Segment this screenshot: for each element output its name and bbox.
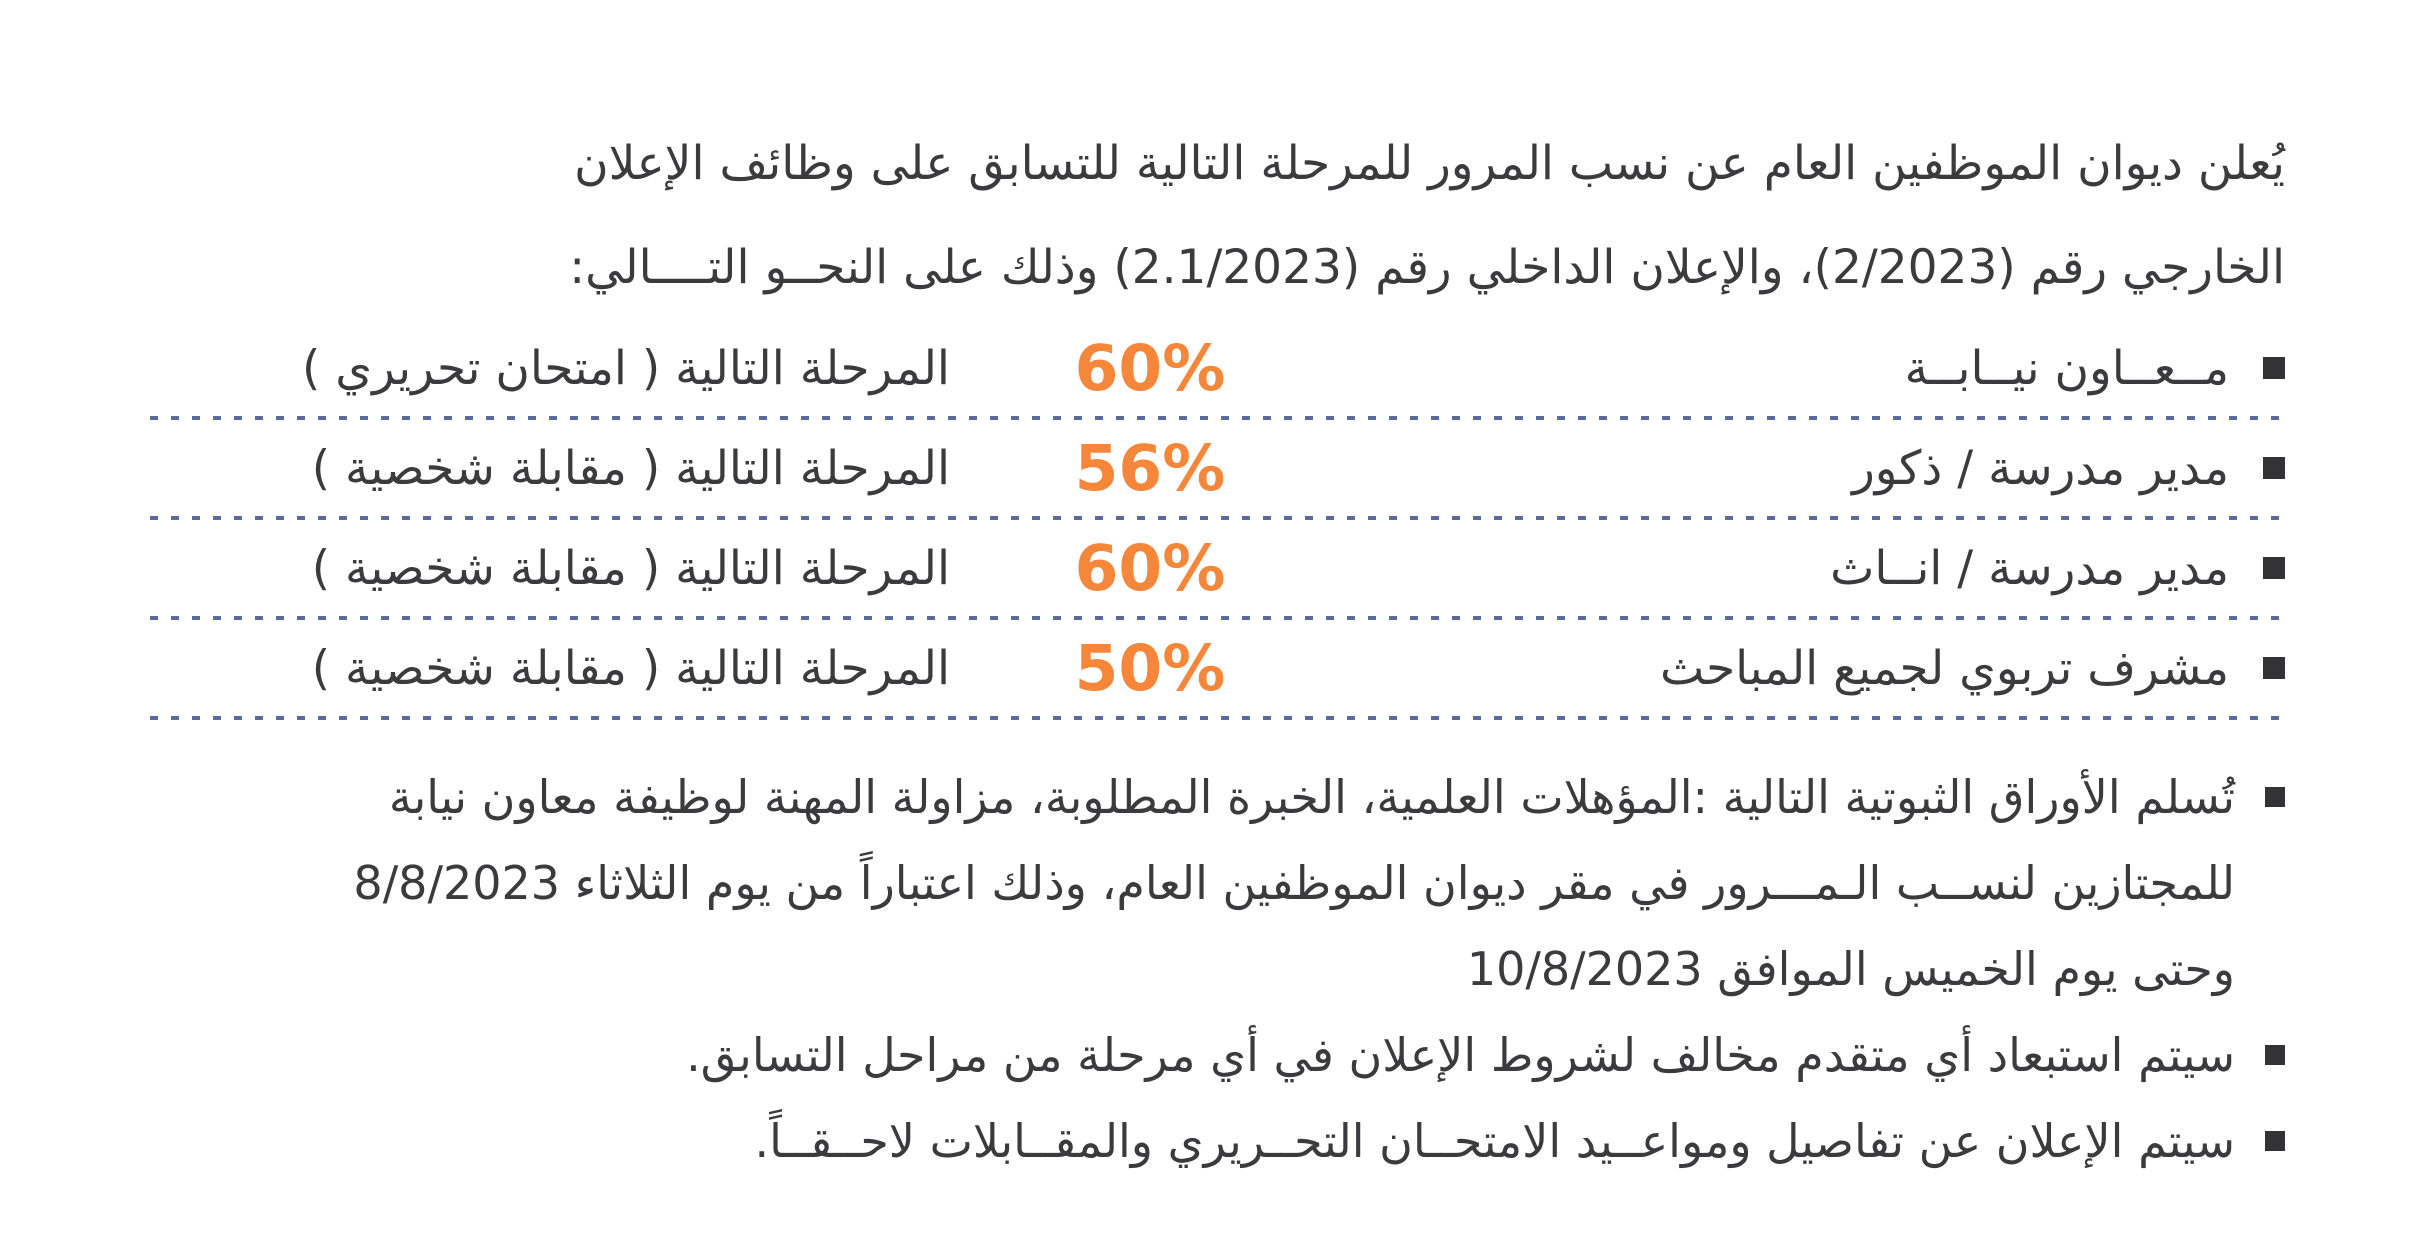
- job-title: مشرف تربوي لجميع المباحث: [1659, 640, 2229, 696]
- bullet-square-icon: [2263, 557, 2285, 579]
- next-stage: المرحلة التالية ( مقابلة شخصية ): [311, 540, 950, 596]
- pass-percentage: 50%: [1074, 631, 1226, 705]
- note-text: [150, 1098, 2235, 1184]
- job-title-cell: [1350, 341, 2285, 396]
- bullet-square-icon: [2263, 657, 2285, 679]
- job-title-cell: [1350, 441, 2285, 496]
- bullet-square-icon: [2263, 457, 2285, 479]
- note-line: سيتم استبعاد أي متقدم مخالف لشروط الإعلان في أي مرحلة من مراحل التسابق.: [686, 1028, 2235, 1082]
- announcement-header: [150, 112, 2285, 320]
- header-line-1: يُعلن ديوان الموظفين العام عن نسب المرور للمرحلة التالية للتسابق على وظائف الإعلان: [574, 136, 2285, 191]
- next-stage: المرحلة التالية ( مقابلة شخصية ): [311, 440, 950, 496]
- table-row: [150, 420, 2285, 516]
- header-line-2: الخارجي رقم (2/2023)، والإعلان الداخلي رقم (2.1/2023) وذلك على النحــو التــــالي:: [569, 240, 2285, 295]
- job-title: مدير مدرسة / انــاث: [1830, 540, 2229, 596]
- note-item: [150, 754, 2285, 1012]
- note-line: تُسلم الأوراق الثبوتية التالية :المؤهلات العلمية، الخبرة المطلوبة، مزاولة المهنة لوظيفة معاون نيابة: [388, 770, 2235, 824]
- note-line: للمجتازين لنســب الـمـــرور في مقر ديوان الموظفين العام، وذلك اعتباراً من يوم الثلاثاء 8/8/2023: [353, 856, 2235, 910]
- note-line: وحتى يوم الخميس الموافق 10/8/2023: [1466, 942, 2235, 996]
- bullet-square-icon: [2265, 1045, 2285, 1065]
- note-item: [150, 1098, 2285, 1184]
- table-row: [150, 620, 2285, 716]
- note-line: سيتم الإعلان عن تفاصيل ومواعــيد الامتحــان التحــريري والمقــابلات لاحــقــاً.: [754, 1114, 2235, 1168]
- note-text: [150, 754, 2235, 1012]
- next-stage: المرحلة التالية ( مقابلة شخصية ): [311, 640, 950, 696]
- job-title-cell: [1350, 541, 2285, 596]
- job-title: مــعــاون نيــابــة: [1904, 340, 2229, 396]
- table-row: [150, 320, 2285, 416]
- job-title-cell: [1350, 641, 2285, 696]
- pass-percentage: 60%: [1074, 531, 1226, 605]
- pass-percentage: 60%: [1074, 331, 1226, 405]
- pass-percentage: 56%: [1074, 431, 1226, 505]
- bullet-square-icon: [2265, 1131, 2285, 1151]
- pass-rates-table: [150, 320, 2285, 720]
- notes-section: [150, 754, 2285, 1184]
- bullet-square-icon: [2265, 787, 2285, 807]
- bullet-square-icon: [2263, 357, 2285, 379]
- note-text: [150, 1012, 2235, 1098]
- next-stage: المرحلة التالية ( امتحان تحريري ): [302, 340, 950, 396]
- note-item: [150, 1012, 2285, 1098]
- dotted-separator: [150, 716, 2285, 720]
- table-row: [150, 520, 2285, 616]
- job-title: مدير مدرسة / ذكور: [1852, 440, 2229, 496]
